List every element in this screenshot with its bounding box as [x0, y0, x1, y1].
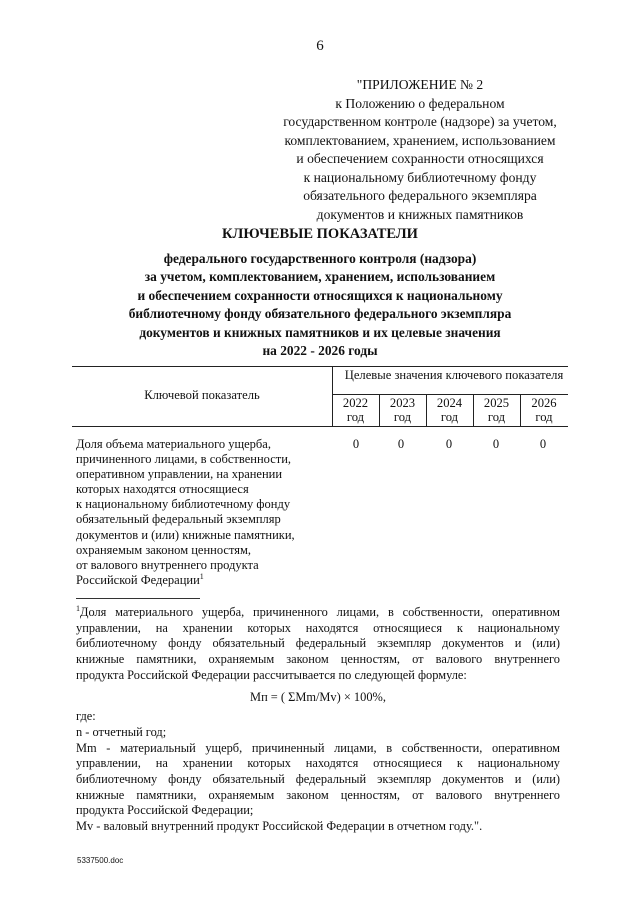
indicator-line: от валового внутреннего продукта — [76, 557, 259, 572]
appendix-line: обязательного федерального экземпляра — [303, 188, 537, 203]
year-label: 2022 — [342, 396, 369, 410]
footnote-line: библиотечному фонду обязательный федеральный экземпляр документов и (или) — [76, 636, 560, 651]
target-value: 0 — [397, 437, 405, 451]
n-definition: n - отчетный год; — [76, 724, 167, 739]
year-suffix: год — [393, 410, 412, 424]
table-header-bottom — [72, 426, 568, 427]
indicators-table — [72, 366, 568, 428]
subtitle-line: за учетом, комплектованием, хранением, использованием — [144, 269, 496, 285]
indicator-line: Российской Федерации — [76, 572, 200, 587]
indicator-description — [76, 437, 326, 588]
year-suffix: год — [487, 410, 506, 424]
footnote-line: продукта Российской Федерации рассчитывается по следующей формуле: — [76, 667, 467, 682]
year-label: 2026 — [531, 396, 557, 410]
year-label: 2025 — [483, 396, 510, 410]
where-label: где: — [76, 709, 96, 724]
indicator-line: документов и (или) книжные памятники, — [76, 527, 295, 542]
subtitle-line: федерального государственного контроля (надзора) — [163, 251, 477, 266]
appendix-line: документов и книжных памятников — [316, 206, 524, 222]
appendix-line: и обеспечением сохранности относящихся — [296, 151, 544, 166]
footnote-reference: 1 — [199, 571, 204, 581]
subtitle-line: на 2022 - 2026 годы — [262, 343, 378, 359]
indicator-line: причиненного лицами, в собственности, — [76, 452, 292, 467]
appendix-line: к национальному библиотечному фонду — [303, 169, 537, 185]
mm-definition-line: книжные памятники, охраняемым законом ценностям, от валового внутреннего — [76, 787, 560, 802]
indicator-line: к национальному библиотечному фонду — [76, 497, 291, 512]
subtitle-line: библиотечному фонду обязательного федерального экземпляра — [128, 306, 512, 322]
target-value: 0 — [445, 437, 453, 451]
footnote-line: $^1$Доля материального ущерба, причиненного лицами, в собственности, оперативном — [76, 603, 560, 619]
year-label: 2024 — [436, 396, 463, 410]
year-header — [332, 396, 379, 424]
mm-definition-line: управлении, на хранении которых находятся относящиеся к национальному — [76, 756, 560, 771]
footnote-mark: 1 — [76, 603, 80, 613]
year-suffix: год — [535, 410, 553, 424]
indicator-line: охраняемым законом ценностям, — [76, 542, 252, 557]
subtitle-line: и обеспечением сохранности относящихся к национальному — [137, 287, 503, 303]
table-year-divider-2 — [332, 394, 568, 395]
appendix-line: к Положению о федеральном — [335, 95, 505, 111]
appendix-line: комплектованием, хранением, использованием — [284, 132, 556, 148]
footnote-line: управлении, на хранении которых находятся относящиеся к национальному — [76, 620, 560, 635]
mm-definition-line: продукта Российской Федерации; — [76, 803, 254, 818]
table-top-border — [72, 366, 568, 367]
target-value: 0 — [539, 437, 547, 451]
indicator-line: Доля объема материального ущерба, — [76, 437, 271, 451]
page-number: 6 — [316, 38, 324, 54]
footnote-line: книжные памятники, охраняемым законом ценностям, от валового внутреннего — [76, 652, 560, 667]
target-value: 0 — [492, 437, 500, 451]
appendix-line: государственном контроле (надзоре) за учетом, — [283, 114, 557, 129]
indicator-column-header: Ключевой показатель — [144, 388, 260, 402]
indicator-line: обязательный федеральный экземпляр — [76, 512, 281, 527]
mm-definition-line: библиотечному фонду обязательный федеральный экземпляр документов и (или) — [76, 772, 560, 787]
indicator-line: оперативном управлении, на хранении — [76, 467, 283, 482]
targets-column-header: Целевые значения ключевого показателя — [344, 368, 564, 382]
year-header — [520, 396, 568, 424]
year-label: 2023 — [389, 396, 416, 410]
subtitle-line: документов и книжных памятников и их целевые значения — [139, 324, 501, 340]
year-header — [379, 396, 426, 424]
mm-definition-line: Мm - материальный ущерб, причиненный лицами, в собственности, оперативном — [76, 740, 560, 755]
formula: Мп = ( ΣМm/Мv) × 100%, — [250, 689, 386, 704]
appendix-line: "ПРИЛОЖЕНИЕ № 2 — [356, 77, 484, 92]
document-title: КЛЮЧЕВЫЕ ПОКАЗАТЕЛИ — [222, 226, 418, 242]
target-value: 0 — [352, 437, 360, 451]
footnote — [76, 605, 560, 835]
appendix-header — [250, 76, 590, 224]
indicator-line: которых находятся относящиеся — [76, 482, 249, 497]
file-reference: 5337500.doc — [77, 856, 124, 865]
year-suffix: год — [440, 410, 459, 424]
document-subtitle — [0, 250, 640, 360]
year-header — [426, 396, 473, 424]
year-suffix: год — [346, 410, 365, 424]
mv-definition: Мv - валовый внутренний продукт Российской Федерации в отчетном году.". — [76, 819, 483, 834]
footnote-separator — [76, 598, 200, 599]
year-header — [473, 396, 520, 424]
